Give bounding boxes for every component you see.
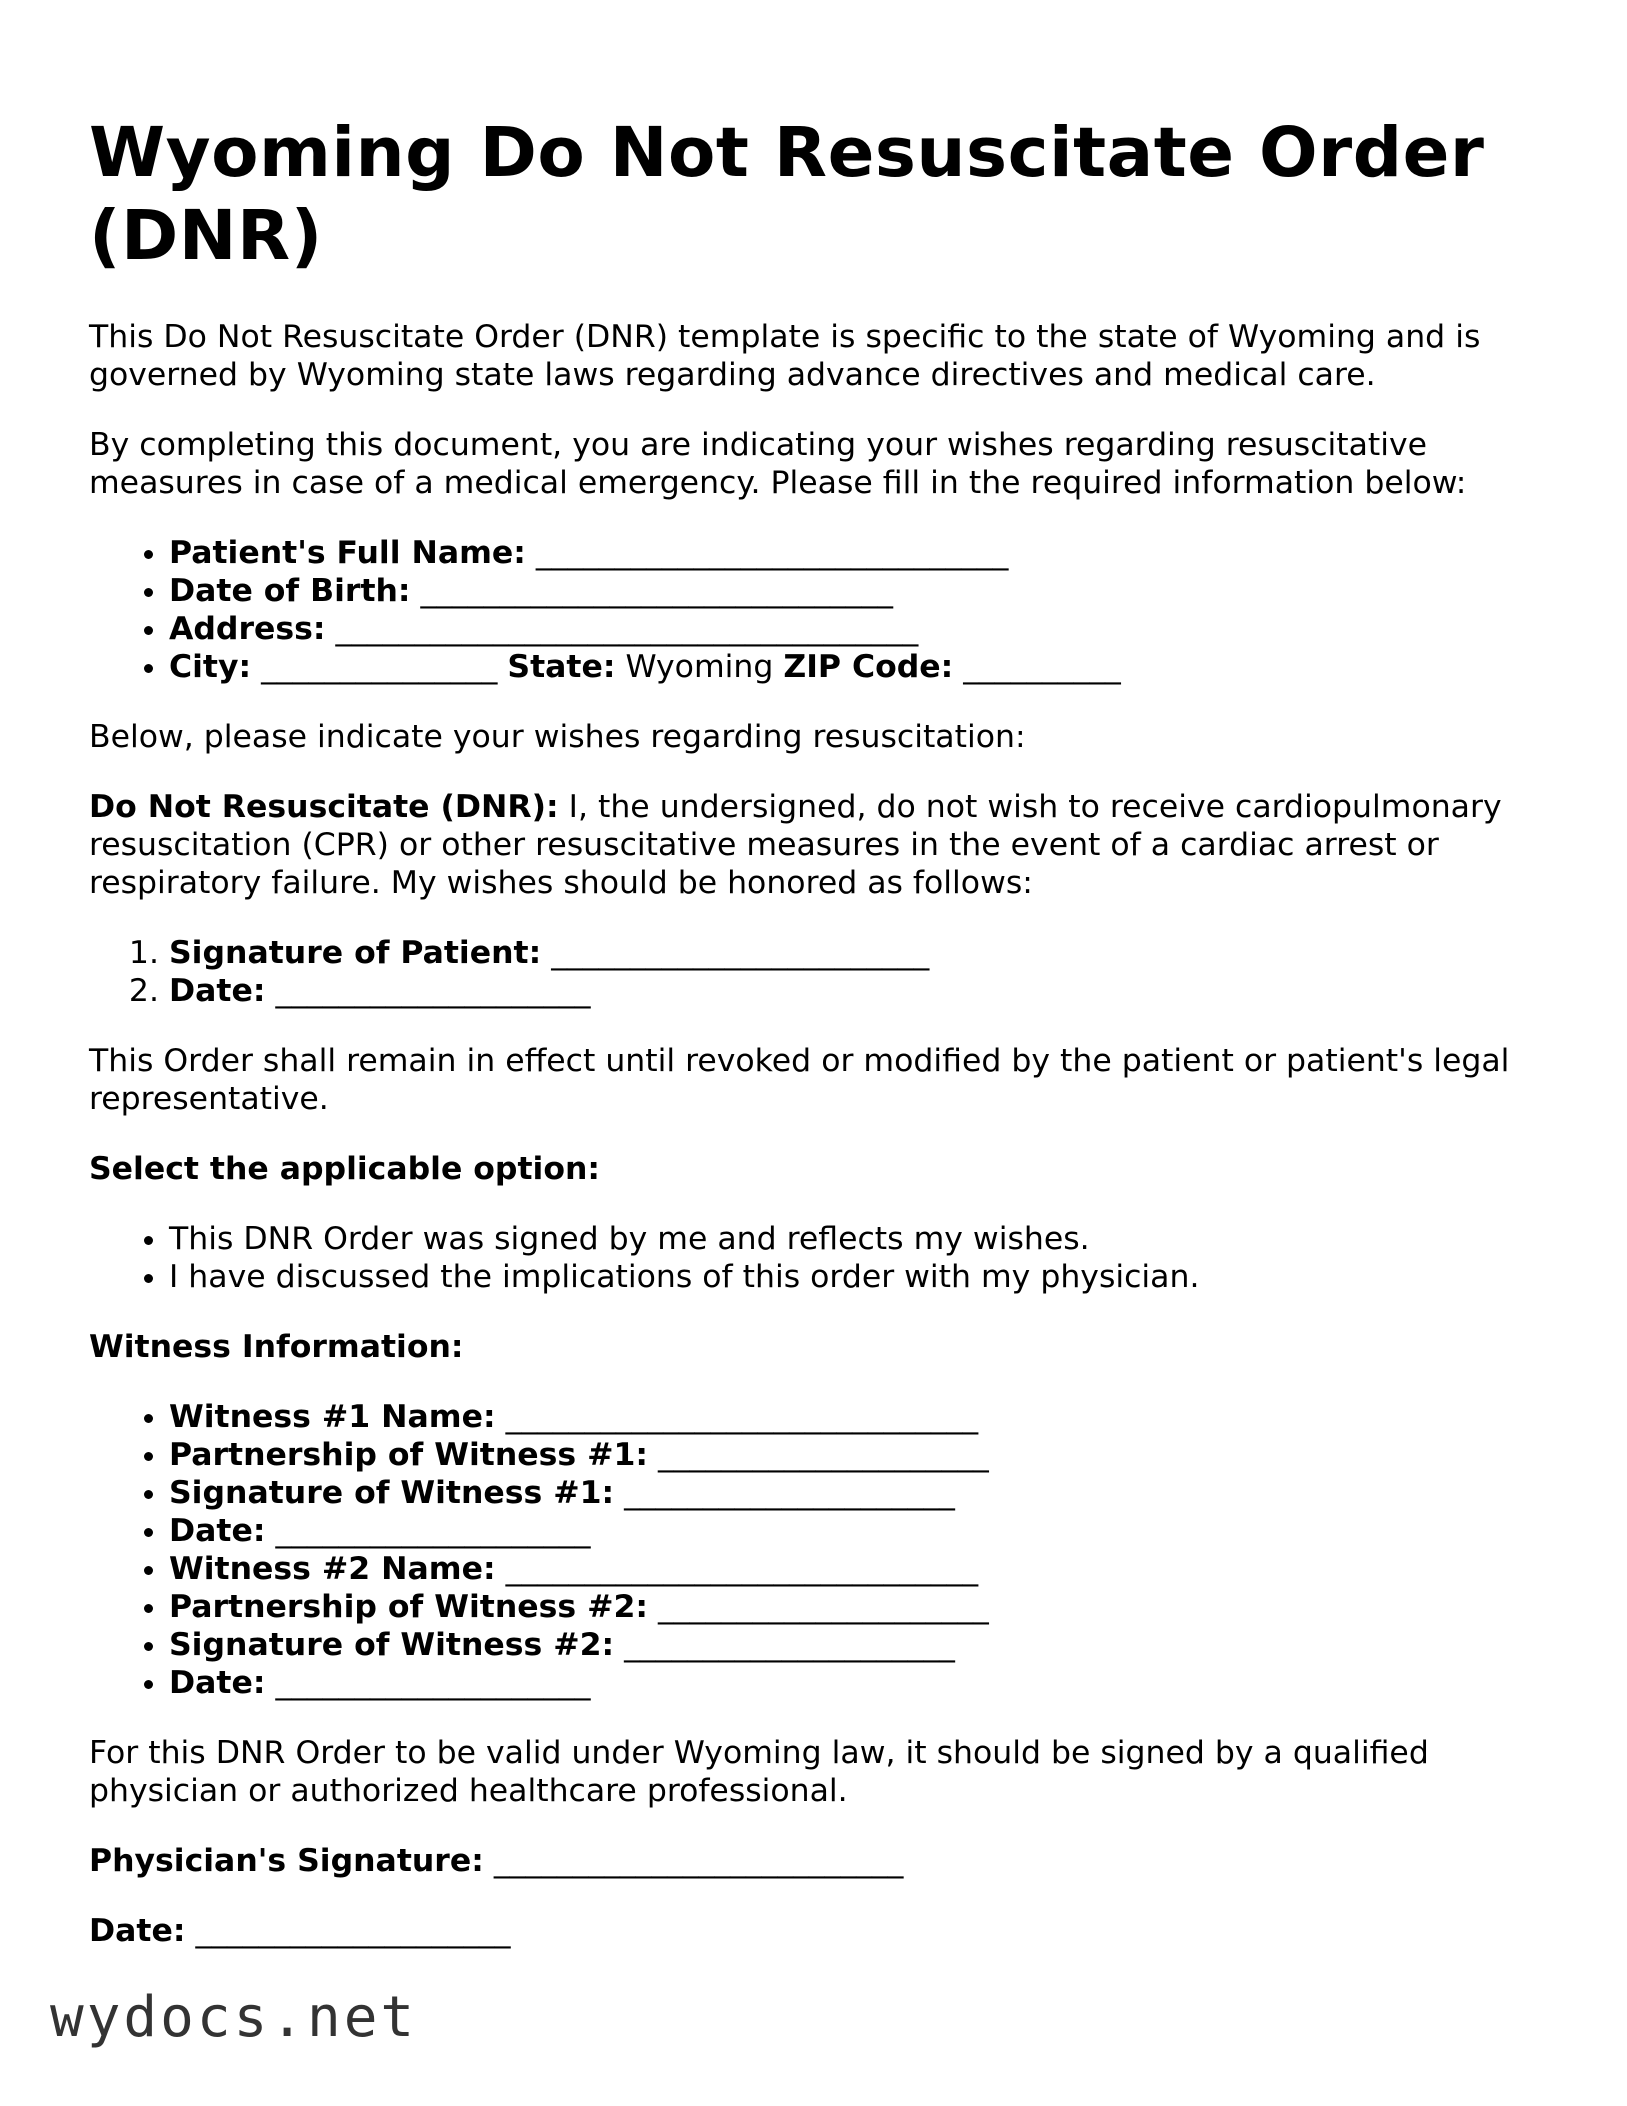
dnr-text: I, the undersigned, do not wish to receive cardiopulmonary resuscitation (CPR) or other resuscitative measures in the event of a cardiac arrest or respiratory failure. My wishes should be honored as follows:	[89, 789, 1502, 901]
intro-paragraph-2: By completing this document, you are indicating your wishes regarding resuscitative measures in case of a medical emergency. Please fill in the required information below:	[89, 427, 1467, 501]
witness-1-partnership-label: Partnership of Witness #1:	[169, 1437, 648, 1473]
state-value: Wyoming	[625, 649, 774, 685]
physician-signature-blank[interactable]: __________________________	[493, 1843, 904, 1879]
witness-2-date-field	[169, 1664, 1549, 1702]
witness-2-date-label: Date:	[169, 1665, 266, 1701]
state-label: State:	[507, 649, 616, 685]
witness-2-name-blank[interactable]: ______________________________	[505, 1551, 979, 1587]
patient-signature-blank[interactable]: ________________________	[551, 935, 930, 971]
witness-2-partnership-blank[interactable]: _____________________	[658, 1589, 989, 1625]
wishes-intro: Below, please indicate your wishes regarding resuscitation:	[89, 719, 1026, 755]
physician-date-field	[89, 1912, 1549, 1950]
patient-date-label: Date:	[169, 973, 266, 1009]
witness-2-partnership-label: Partnership of Witness #2:	[169, 1589, 648, 1625]
witness-2-name-label: Witness #2 Name:	[169, 1551, 496, 1587]
city-blank[interactable]: _______________	[261, 649, 498, 685]
option-item[interactable]: • This DNR Order was signed by me and reflects my wishes.	[169, 1220, 1549, 1258]
site-watermark: wydocs.net	[50, 1985, 418, 2050]
witness-info-list	[89, 1398, 1549, 1702]
witness-1-date-field	[169, 1512, 1549, 1550]
effect-statement: This Order shall remain in effect until revoked or modified by the patient or patient's legal representative.	[89, 1043, 1510, 1117]
witness-1-date-label: Date:	[169, 1513, 266, 1549]
witness-1-partnership-field	[169, 1436, 1549, 1474]
patient-signature-label: Signature of Patient:	[169, 935, 542, 971]
options-list	[89, 1220, 1549, 1296]
physician-signature-label: Physician's Signature:	[89, 1843, 484, 1879]
address-field	[169, 610, 1549, 648]
witness-1-name-label: Witness #1 Name:	[169, 1399, 496, 1435]
page-title: Wyoming Do Not Resuscitate Order (DNR)	[89, 113, 1485, 276]
witness-2-date-blank[interactable]: ____________________	[275, 1665, 591, 1701]
patient-signature-field	[169, 934, 1549, 972]
city-state-zip-field	[169, 648, 1549, 686]
patient-date-blank[interactable]: ____________________	[275, 973, 591, 1009]
physician-date-blank[interactable]: ____________________	[195, 1913, 511, 1949]
address-label: Address:	[169, 611, 326, 647]
witness-2-signature-label: Signature of Witness #2:	[169, 1627, 615, 1663]
date-of-birth-label: Date of Birth:	[169, 573, 411, 609]
physician-date-label: Date:	[89, 1913, 186, 1949]
date-of-birth-blank[interactable]: ______________________________	[420, 573, 894, 609]
dnr-label: Do Not Resuscitate (DNR):	[89, 789, 559, 825]
city-label: City:	[169, 649, 252, 685]
patient-signature-list	[89, 934, 1549, 1010]
witness-1-signature-label: Signature of Witness #1:	[169, 1475, 615, 1511]
document-page	[89, 112, 1549, 1982]
patient-name-blank[interactable]: ______________________________	[535, 535, 1009, 571]
witness-1-signature-field	[169, 1474, 1549, 1512]
witness-heading	[89, 1328, 1549, 1366]
witness-2-signature-blank[interactable]: _____________________	[624, 1627, 955, 1663]
witness-2-name-field	[169, 1550, 1549, 1588]
patient-date-field	[169, 972, 1549, 1010]
witness-heading-text: Witness Information:	[89, 1329, 464, 1365]
witness-2-signature-field	[169, 1626, 1549, 1664]
date-of-birth-field	[169, 572, 1549, 610]
dnr-statement	[89, 788, 1549, 902]
option-item[interactable]: • I have discussed the implications of this order with my physician.	[169, 1258, 1549, 1296]
options-heading-text: Select the applicable option:	[89, 1151, 600, 1187]
physician-signature-field	[89, 1842, 1549, 1880]
validity-statement: For this DNR Order to be valid under Wyoming law, it should be signed by a qualified physician or authorized healthcare professional.	[89, 1735, 1429, 1809]
witness-1-date-blank[interactable]: ____________________	[275, 1513, 591, 1549]
address-blank[interactable]: _____________________________________	[335, 611, 919, 647]
zip-blank[interactable]: __________	[963, 649, 1121, 685]
witness-2-partnership-field	[169, 1588, 1549, 1626]
options-heading	[89, 1150, 1549, 1188]
zip-label: ZIP Code:	[783, 649, 954, 685]
witness-1-name-field	[169, 1398, 1549, 1436]
witness-1-signature-blank[interactable]: _____________________	[624, 1475, 955, 1511]
witness-1-name-blank[interactable]: ______________________________	[505, 1399, 979, 1435]
patient-name-label: Patient's Full Name:	[169, 535, 526, 571]
patient-info-list	[89, 534, 1549, 686]
patient-name-field	[169, 534, 1549, 572]
intro-paragraph-1: This Do Not Resuscitate Order (DNR) template is specific to the state of Wyoming and is governed by Wyoming state laws regarding advance directives and medical care.	[89, 319, 1481, 393]
witness-1-partnership-blank[interactable]: _____________________	[658, 1437, 989, 1473]
